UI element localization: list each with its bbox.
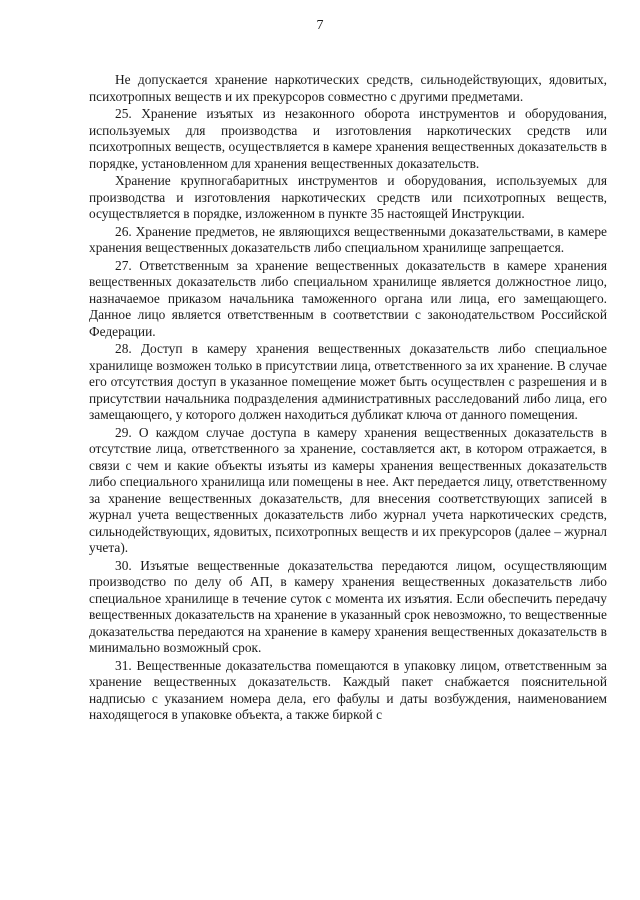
paragraph-28: 28. Доступ в камеру хранения вещественных доказательств либо специальное хранилище возможен только в присутствии лица, ответственного за их хранение. В случае его отсутствия доступ в указанное помещение может быть осуществлен с разрешения и в присутствии начальника подразделения административных расследований либо лица, его замещающего, у которого должен находиться дубликат ключа от данного помещения. [89,341,607,422]
document-body [89,72,607,725]
paragraph-29: 29. О каждом случае доступа в камеру хранения вещественных доказательств в отсутствие лица, ответственного за хранение, составляется акт, в котором отражается, в связи с чем и какие объекты изъяты из камеры хранения вещественных доказательств либо специального хранилища или помещены в нее. Акт передается лицу, ответственному за хранение вещественных доказательств, для внесения соответствующих записей в журнал учета вещественных доказательств либо журнал учета наркотических средств, сильнодействующих, ядовитых, психотропных веществ и их прекурсоров (далее – журнал учета). [89,424,607,555]
page-number: 7 [316,18,324,33]
paragraph-30: 30. Изъятые вещественные доказательства передаются лицом, осуществляющим производство по делу об АП, в камеру хранения вещественных доказательств либо специальное хранилище в течение суток с момента их изъятия. Если обеспечить передачу вещественных доказательств на хранение в указанный срок невозможно, то вещественные доказательства передаются на хранение в камеру хранения вещественных доказательств в минимально возможный срок. [89,557,607,655]
paragraph-27: 27. Ответственным за хранение вещественных доказательств в камере хранения вещественных доказательств либо специальном хранилище является должностное лицо, назначаемое приказом начальника таможенного органа или лица, его замещающего. Данное лицо является ответственным в соответствии с законодательством Российской Федерации. [89,257,607,339]
paragraph-storage-prohibition: Не допускается хранение наркотических средств, сильнодействующих, ядовитых, психотропных веществ и их прекурсоров совместно с другими предметами. [89,72,607,104]
paragraph-26: 26. Хранение предметов, не являющихся вещественными доказательствами, в камере хранения вещественных доказательств либо специальном хранилище запрещается. [89,223,607,255]
paragraph-25-continued: Хранение крупногабаритных инструментов и оборудования, используемых для производства и изготовления наркотических средств или психотропных веществ, осуществляется в порядке, изложенном в пункте 35 настоящей Инструкции. [89,173,607,221]
paragraph-31: 31. Вещественные доказательства помещаются в упаковку лицом, ответственным за хранение вещественных доказательств. Каждый пакет снабжается пояснительной надписью с указанием номера дела, его фабулы и даты возбуждения, наименованием находящегося в упаковке объекта, а также биркой с [89,657,607,722]
paragraph-25: 25. Хранение изъятых из незаконного оборота инструментов и оборудования, используемых для производства и изготовления наркотических средств или психотропных веществ, осуществляется в камере хранения вещественных доказательств в порядке, установленном для хранения вещественных доказательств. [89,106,607,171]
